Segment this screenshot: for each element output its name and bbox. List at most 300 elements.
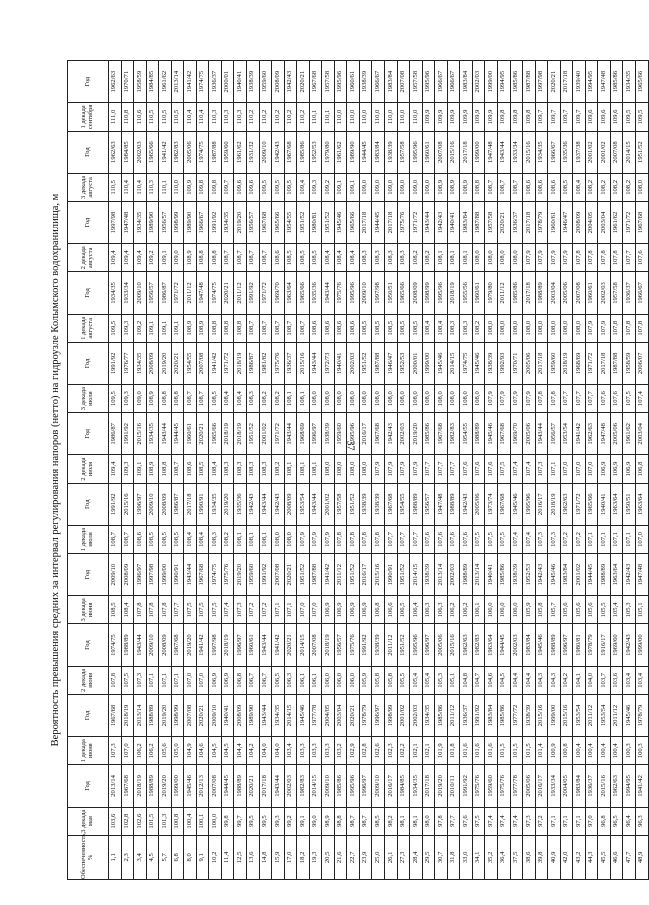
table-cell: 109,5 [623,103,636,131]
table-cell: 109,0 [359,173,372,201]
table-cell: 1943/44 [159,413,172,455]
table-cell: 2001/02 [573,554,586,596]
table-cell: 9,1 [196,835,209,879]
table-cell: 108,1 [247,525,260,553]
table-cell: 97,0 [585,807,598,835]
table-row [472,61,485,880]
table-cell: 1944/45 [372,201,385,243]
table-cell: 46,6 [610,835,623,879]
table-cell: 1945/46 [297,694,310,736]
table-cell: 2012/13 [196,765,209,807]
table-cell: 1976/77 [121,342,134,384]
table-row [284,61,297,880]
table-cell: 106,1 [309,666,322,694]
table-cell: 101,6 [460,737,473,765]
table-cell: 1986/87 [159,272,172,314]
table-cell: 2017/18 [598,342,611,384]
table-cell: 1974/75 [109,624,122,666]
table-cell: 106,9 [209,666,222,694]
table-cell: 107,8 [535,385,548,413]
table-cell: 1940/41 [234,61,247,103]
table-cell: 108,9 [447,173,460,201]
table-cell: 1971/72 [623,201,636,243]
table-cell: 103,4 [635,666,648,694]
table-cell: 108,6 [347,314,360,342]
table-cell: 48,9 [635,835,648,879]
table-row [385,61,398,880]
table-cell: 107,9 [535,244,548,272]
table-cell: 2011/12 [447,694,460,736]
table-cell: 104,4 [523,666,536,694]
table-cell: 1975/76 [334,272,347,314]
table-cell: 1985/86 [297,131,310,173]
table-cell: 110,2 [247,103,260,131]
table-cell: 108,6 [523,173,536,201]
table-cell: 108,7 [272,314,285,342]
table-cell: 109,4 [134,244,147,272]
table-cell: 108,5 [309,244,322,272]
table-cell: 1961/62 [159,61,172,103]
table-cell: 2013/14 [435,554,448,596]
table-cell: 108,7 [234,244,247,272]
table-cell: 2003/04 [598,201,611,243]
table-cell: 99,3 [272,807,285,835]
table-cell: 106,3 [435,596,448,624]
table-cell: 2015/16 [535,694,548,736]
table-cell: 1985/86 [334,765,347,807]
table-cell: 1941/42 [272,624,285,666]
table-cell: 1952/53 [397,342,410,384]
table-cell: 1934/35 [209,483,222,525]
table-cell: 1938/39 [510,554,523,596]
table-cell: 1943/44 [497,131,510,173]
table-cell: 2017/18 [535,342,548,384]
table-cell: 108,5 [372,314,385,342]
table-cell: 96,4 [623,807,636,835]
table-cell: 107,3 [535,525,548,553]
table-cell: 105,0 [171,737,184,765]
table-cell: 27,3 [397,835,410,879]
table-cell: 107,1 [284,596,297,624]
table-cell: 99,5 [259,807,272,835]
table-cell: 2005/06 [523,413,536,455]
table-cell: 1972/73 [322,342,335,384]
table-cell: 110,3 [234,103,247,131]
table-cell: 2020/21 [548,61,561,103]
table-cell: 2005/06 [610,413,623,455]
table-cell: 1967/68 [196,554,209,596]
table-cell: 107,7 [447,455,460,483]
table-cell: 2005/06 [472,483,485,525]
table-cell: 1942/43 [284,61,297,103]
table-cell: 108,7 [109,525,122,553]
table-cell: 1943/44 [309,342,322,384]
table-row [435,61,448,880]
table-cell: 2018/19 [447,272,460,314]
column-header: 2 декада июля [68,455,109,483]
table-cell: 108,3 [247,455,260,483]
table-cell: 108,0 [422,385,435,413]
table-cell: 1978/79 [359,694,372,736]
table-cell: 1938/39 [422,554,435,596]
table-cell: 2015/16 [121,483,134,525]
table-cell: 1957/58 [397,131,410,173]
table-cell: 1971/72 [221,342,234,384]
table-cell: 2019/20 [234,554,247,596]
table-cell: 2007/08 [309,624,322,666]
table-cell: 105,9 [359,666,372,694]
table-cell: 1985/86 [610,61,623,103]
table-cell: 110,1 [322,103,335,131]
table-cell: 2003/04 [548,272,561,314]
table-cell: 107,2 [573,525,586,553]
table-cell: 1,1 [109,835,122,879]
table-body [109,61,649,880]
table-cell: 101,5 [146,807,159,835]
table-cell: 1966/67 [196,201,209,243]
table-cell: 108,0 [334,455,347,483]
table-cell: 108,0 [322,455,335,483]
column-header: Год [68,61,109,103]
table-cell: 108,3 [259,455,272,483]
table-cell: 1945/46 [485,413,498,455]
table-cell: 2009/10 [109,554,122,596]
table-cell: 108,7 [510,173,523,201]
table-cell: 102,8 [121,807,134,835]
table-cell: 1973/74 [485,483,498,525]
table-cell: 1967/68 [259,201,272,243]
table-cell: 1983/84 [372,131,385,173]
table-cell: 108,6 [334,314,347,342]
table-cell: 1989/90 [247,694,260,736]
column-header: 1 декада августа [68,314,109,342]
table-cell: 109,1 [334,173,347,201]
table-cell: 2002/03 [347,342,360,384]
table-cell: 108,0 [460,385,473,413]
table-cell: 109,2 [322,173,335,201]
table-cell: 109,6 [234,173,247,201]
table-cell: 109,1 [347,173,360,201]
table-cell: 108,2 [272,385,285,413]
table-cell: 107,5 [121,666,134,694]
table-cell: 1975/76 [347,624,360,666]
table-cell: 107,1 [159,666,172,694]
table-cell: 2011/12 [610,694,623,736]
table-cell: 1950/51 [623,483,636,525]
table-cell: 1996/97 [372,694,385,736]
table-cell: 109,9 [472,103,485,131]
table-cell: 1953/54 [598,694,611,736]
table-cell: 35,2 [485,835,498,879]
table-cell: 36,4 [497,835,510,879]
table-cell: 108,9 [196,314,209,342]
table-cell: 1942/43 [247,483,260,525]
table-cell: 2008/09 [146,342,159,384]
table-cell: 107,9 [585,314,598,342]
table-cell: 108,8 [159,385,172,413]
table-cell: 1967/68 [284,131,297,173]
table-cell: 108,2 [410,244,423,272]
table-cell: 107,9 [410,455,423,483]
table-cell: 1943/44 [259,483,272,525]
table-cell: 108,1 [297,385,310,413]
table-cell: 2002/03 [472,61,485,103]
table-cell: 1938/39 [247,61,260,103]
table-cell: 109,8 [510,103,523,131]
table-cell: 108,6 [134,525,147,553]
table-cell: 2015/16 [134,413,147,455]
table-cell: 1995/96 [410,624,423,666]
table-cell: 107,9 [297,525,310,553]
table-cell: 1957/58 [610,272,623,314]
table-cell: 2002/03 [598,272,611,314]
table-cell: 1946/47 [560,201,573,243]
table-cell: 107,3 [134,666,147,694]
table-cell: 108,4 [234,385,247,413]
table-cell: 110,0 [347,103,360,131]
table-cell: 2018/19 [234,342,247,384]
table-cell: 1945/46 [548,554,561,596]
table-row [259,61,272,880]
table-cell: 2009/10 [209,694,222,736]
table-cell: 102,1 [410,737,423,765]
table-cell: 1940/41 [485,554,498,596]
table-row [109,61,122,880]
table-cell: 1983/84 [460,61,473,103]
table-cell: 1967/68 [435,413,448,455]
table-cell: 1995/96 [422,61,435,103]
table-cell: 1945/46 [334,201,347,243]
table-cell: 97,6 [460,807,473,835]
table-cell: 1999/00 [485,61,498,103]
table-cell: 110,5 [171,103,184,131]
table-cell: 108,5 [159,525,172,553]
table-cell: 108,0 [523,314,536,342]
table-cell: 102,6 [134,807,147,835]
column-header: Год [68,413,109,455]
table-cell: 100,4 [573,737,586,765]
table-cell: 1985/86 [435,694,448,736]
table-cell: 107,7 [385,525,398,553]
column-header: Год [68,765,109,807]
table-cell: 1938/39 [359,61,372,103]
table-cell: 104,7 [472,666,485,694]
table-cell: 1951/52 [247,413,260,455]
table-cell: 106,2 [146,737,159,765]
table-cell: 1995/96 [347,765,360,807]
table-cell: 100,8 [171,807,184,835]
table-cell: 1952/53 [523,554,536,596]
table-cell: 1956/57 [247,201,260,243]
table-cell: 108,0 [485,314,498,342]
table-cell: 1943/44 [422,201,435,243]
table-cell: 2017/18 [184,483,197,525]
table-cell: 97,2 [535,807,548,835]
table-cell: 109,0 [134,385,147,413]
table-cell: 2015/16 [297,342,310,384]
table-cell: 104,8 [460,666,473,694]
table-cell: 1997/98 [535,61,548,103]
table-cell: 107,2 [560,525,573,553]
table-cell: 108,7 [221,244,234,272]
table-cell: 100,8 [560,737,573,765]
table-cell: 104,2 [247,737,260,765]
table-cell: 109,5 [109,314,122,342]
table-cell: 108,8 [472,173,485,201]
table-cell: 1988/89 [121,624,134,666]
table-cell: 1979/80 [485,272,498,314]
table-cell: 98,9 [322,807,335,835]
table-cell: 108,0 [359,385,372,413]
table-cell: 1989/90 [184,201,197,243]
table-cell: 1959/60 [221,131,234,173]
table-cell: 108,0 [497,244,510,272]
table-cell: 1938/39 [372,624,385,666]
table-cell: 108,5 [109,596,122,624]
table-cell: 104,0 [259,737,272,765]
table-cell: 107,1 [585,525,598,553]
table-cell: 108,6 [535,173,548,201]
table-cell: 14,8 [259,835,272,879]
table-cell: 1975/76 [221,554,234,596]
table-cell: 6,8 [171,835,184,879]
table-cell: 1988/89 [447,483,460,525]
table-cell: 104,2 [560,666,573,694]
table-cell: 104,6 [485,666,498,694]
table-cell: 109,4 [297,173,310,201]
table-cell: 104,1 [573,666,586,694]
table-cell: 1940/41 [221,694,234,736]
table-cell: 1962/63 [610,765,623,807]
table-cell: 110,0 [372,103,385,131]
table-cell: 1987/88 [610,342,623,384]
table-cell: 1995/96 [410,131,423,173]
table-cell: 99,1 [297,807,310,835]
table-cell: 107,0 [184,666,197,694]
table-cell: 109,6 [598,103,611,131]
table-cell: 99,8 [221,807,234,835]
table-cell: 108,1 [284,385,297,413]
table-cell: 108,4 [121,596,134,624]
table-cell: 1963/64 [610,483,623,525]
table-cell: 106,7 [247,666,260,694]
column-header: 3 декада июня [68,596,109,624]
table-cell: 19,3 [309,835,322,879]
table-cell: 1941/42 [184,61,197,103]
table-cell: 109,7 [573,103,586,131]
table-cell: 108,3 [221,455,234,483]
table-cell: 1967/68 [171,624,184,666]
table-cell: 1941/42 [322,554,335,596]
table-cell: 108,3 [247,385,260,413]
table-cell: 2008/09 [573,201,586,243]
table-cell: 106,8 [372,596,385,624]
table-cell: 1965/66 [635,61,648,103]
table-cell: 106,9 [623,455,636,483]
table-cell: 107,2 [259,596,272,624]
table-cell: 2008/09 [284,483,297,525]
table-cell: 110,5 [146,103,159,131]
table-cell: 1942/43 [623,554,636,596]
table-cell: 107,9 [309,525,322,553]
table-cell: 105,3 [435,666,448,694]
table-cell: 107,5 [497,455,510,483]
table-cell: 108,1 [297,455,310,483]
table-cell: 108,6 [272,244,285,272]
table-cell: 2020/21 [297,61,310,103]
table-cell: 40,9 [548,835,561,879]
table-cell: 2007/08 [272,554,285,596]
table-cell: 2008/09 [272,61,285,103]
table-cell: 1967/68 [497,483,510,525]
table-cell: 108,9 [146,385,159,413]
table-cell: 1936/37 [623,272,636,314]
table-cell: 97,8 [435,807,448,835]
table-row [548,61,561,880]
table-cell: 2016/17 [385,765,398,807]
table-cell: 2020/21 [247,765,260,807]
table-cell: 1947/48 [121,201,134,243]
table-cell: 108,0 [560,314,573,342]
table-cell: 107,0 [297,596,310,624]
table-cell: 1959/60 [548,342,561,384]
table-cell: 1991/92 [109,483,122,525]
table-cell: 1934/35 [134,342,147,384]
table-cell: 2002/03 [510,624,523,666]
table-cell: 1951/52 [397,624,410,666]
table-cell: 1940/41 [447,201,460,243]
table-cell: 107,0 [196,666,209,694]
column-header: Год [68,554,109,596]
table-cell: 2015/16 [598,765,611,807]
table-cell: 2009/10 [322,765,335,807]
table-cell: 1961/62 [623,413,636,455]
table-cell: 107,6 [460,525,473,553]
table-cell: 106,9 [334,596,347,624]
table-cell: 107,8 [585,244,598,272]
table-row [585,61,598,880]
table-cell: 1953/54 [560,413,573,455]
table-cell: 104,3 [535,666,548,694]
table-cell: 1962/63 [109,61,122,103]
table-cell: 107,9 [397,455,410,483]
table-cell: 1956/57 [159,201,172,243]
table-cell: 29,5 [422,835,435,879]
table-cell: 108,8 [171,385,184,413]
table-cell: 1975/76 [397,201,410,243]
table-cell: 106,1 [472,596,485,624]
table-cell: 107,6 [485,455,498,483]
table-cell: 2008/09 [410,272,423,314]
table-cell: 109,0 [397,173,410,201]
table-cell: 2020/21 [497,201,510,243]
table-cell: 1962/63 [560,483,573,525]
table-cell: 1940/41 [598,483,611,525]
table-cell: 2009/10 [359,272,372,314]
table-cell: 1942/43 [272,483,285,525]
table-cell: 1974/75 [209,272,222,314]
table-cell: 108,2 [272,455,285,483]
table-cell: 101,6 [485,737,498,765]
table-cell: 1947/48 [435,483,448,525]
table-cell: 108,8 [234,314,247,342]
table-cell: 1987/88 [209,131,222,173]
table-cell: 1982/83 [171,131,184,173]
table-cell: 1944/45 [359,131,372,173]
table-row [272,61,285,880]
table-cell: 107,9 [548,244,561,272]
table-cell: 1997/98 [209,624,222,666]
